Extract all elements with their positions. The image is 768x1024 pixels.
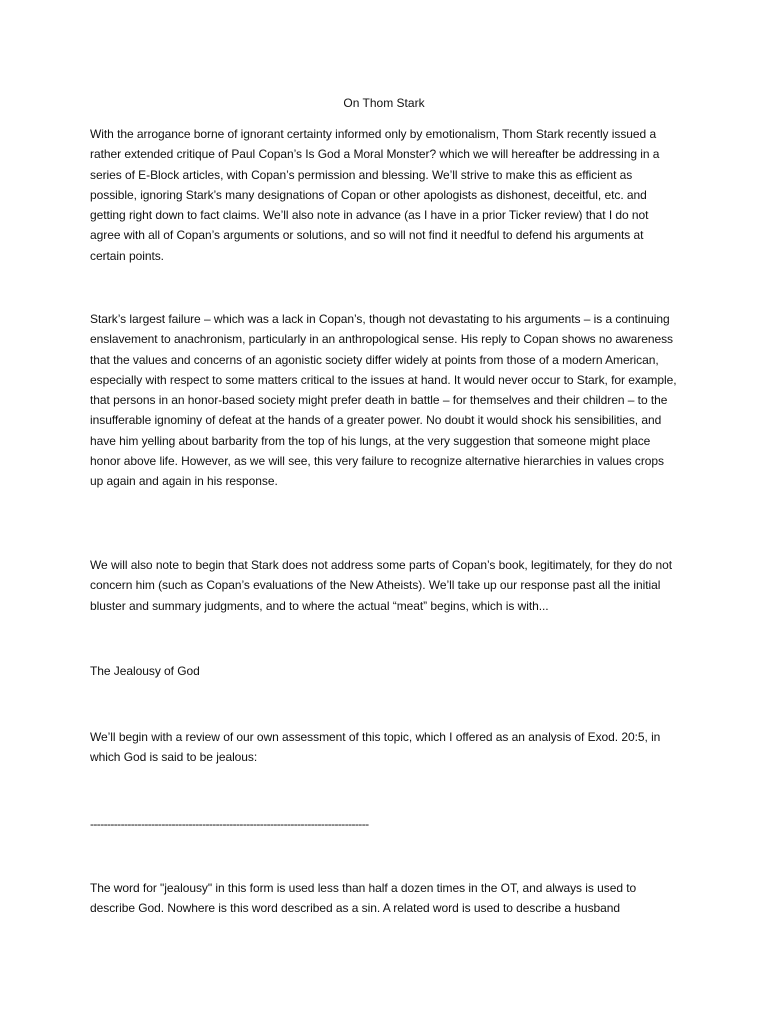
paragraph-scope: We will also note to begin that Stark does not address some parts of Copan’s book, legitimately, for they do not concern him (such as Copan’s evaluations of the New Atheists). We’ll take up our response past all the initial bluster and summary judgments, and to where the actual “meat” begins, which is with... [90,558,673,613]
paragraph-review: We’ll begin with a review of our own assessment of this topic, which I offered as an analysis of Exod. 20:5, in which God is said to be jealous: [90,730,661,765]
paragraph-jealousy-word: The word for "jealousy" in this form is used less than half a dozen times in the OT, and always is used to describe God. Nowhere is this word described as a sin. A related word is used to describe a husband [90,881,637,916]
document-title: On Thom Stark [343,96,425,110]
section-heading: The Jealousy of God [90,664,200,678]
dashed-separator: ---------------------------------------------------------------------------------- [90,817,369,831]
paragraph-intro: With the arrogance borne of ignorant certainty informed only by emotionalism, Thom Stark recently issued a rather extended critique of Paul Copan’s Is God a Moral Monster? which we will hereafter be addressing in a series of E-Block articles, with Copan’s permission and blessing. We’ll strive to make this as efficient as possible, ignoring Stark’s many designations of Copan or other apologists as dishonest, deceitful, etc. and getting right down to fact claims. We’ll also note in advance (as I have in a prior Ticker review) that I do not agree with all of Copan’s arguments or solutions, and so will not find it needful to defend his arguments at certain points. [90,127,660,263]
paragraph-largest-failure: Stark’s largest failure – which was a lack in Copan’s, though not devastating to his arguments – is a continuing enslavement to anachronism, particularly in an anthropological sense. His reply to Copan shows no awareness that the values and concerns of an agonistic society differ widely at points from those of a modern American, especially with respect to some matters critical to the issues at hand. It would never occur to Stark, for example, that persons in an honor-based society might prefer death in battle – for themselves and their children – to the insufferable ignominy of defeat at the hands of a greater power. No doubt it would shock his sensibilities, and have him yelling about barbarity from the top of his lungs, at the very suggestion that someone might place honor above life. However, as we will see, this very failure to recognize alternative hierarchies in values crops up again and again in his response. [90,312,677,489]
